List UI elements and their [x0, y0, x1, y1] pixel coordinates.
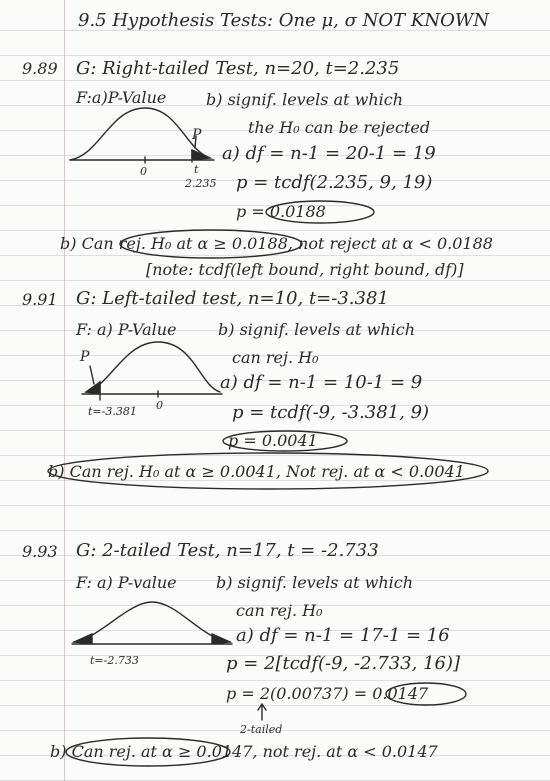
answer-oval [266, 201, 374, 223]
step-p-value: p = 0.0188 [236, 202, 326, 221]
bell-curve-two-tail [72, 602, 232, 644]
conclusion-oval [48, 453, 488, 489]
problem-number: 9.93 [22, 542, 58, 561]
axis-t-value: t=-2.733 [90, 654, 139, 667]
problem-number: 9.89 [22, 59, 58, 78]
axis-t-value: t=-3.381 [88, 405, 137, 418]
tailed-note: 2-tailed [240, 723, 283, 736]
tailed-arrow [258, 704, 266, 720]
page-title: 9.5 Hypothesis Tests: One μ, σ NOT KNOWN [78, 10, 490, 31]
answer-oval [386, 683, 466, 705]
step-p-value: p = 2(0.00737) = 0.0147 [226, 684, 429, 703]
problem-number: 9.91 [22, 290, 58, 309]
tail-label: P [80, 349, 90, 365]
note: [note: tcdf(left bound, right bound, df)] [146, 260, 464, 279]
axis-zero-label: 0 [156, 399, 163, 412]
problem-find-b: b) signif. levels at which [218, 320, 416, 339]
problem-find-b: b) signif. levels at which [216, 573, 414, 592]
conclusion: b) Can rej. H₀ at α ≥ 0.0041, Not rej. at α < 0.0041 [48, 462, 465, 481]
axis-zero-label: 0 [140, 165, 147, 178]
conclusion: b) Can rej. H₀ at α ≥ 0.0188, not reject at α < 0.0188 [60, 234, 493, 253]
axis-t-letter: t [194, 163, 199, 176]
problem-find-a: F: a) P-value [76, 573, 177, 592]
problem-find-b: b) signif. levels at which [206, 90, 404, 109]
problem-given: G: Right-tailed Test, n=20, t=2.235 [76, 58, 400, 79]
step-p-formula: p = tcdf(-9, -3.381, 9) [232, 402, 430, 423]
conclusion-oval [66, 738, 230, 766]
axis-t-value: 2.235 [185, 177, 217, 190]
step-p-formula: p = 2[tcdf(-9, -2.733, 16)] [226, 653, 461, 674]
answer-oval [223, 431, 347, 451]
step-p-formula: p = tcdf(2.235, 9, 19) [236, 172, 433, 193]
problem-find-b-cont: can rej. H₀ [236, 601, 323, 620]
step-p-value: p = 0.0041 [228, 431, 318, 450]
problem-find-a: F:a)P-Value [76, 88, 167, 107]
bell-curve-right-tail [70, 108, 214, 163]
conclusion: b) Can rej. at α ≥ 0.0147, not rej. at α < 0.0147 [50, 742, 438, 761]
step-df: a) df = n-1 = 20-1 = 19 [222, 143, 436, 164]
step-df: a) df = n-1 = 10-1 = 9 [220, 372, 423, 393]
problem-find-a: F: a) P-Value [76, 320, 177, 339]
problem-given: G: 2-tailed Test, n=17, t = -2.733 [76, 540, 379, 561]
problem-find-b-cont: can rej. H₀ [232, 348, 319, 367]
problem-find-b-cont: the H₀ can be rejected [248, 118, 431, 137]
tail-label: P [192, 127, 202, 143]
bell-curve-left-tail [82, 342, 222, 400]
step-df: a) df = n-1 = 17-1 = 16 [236, 625, 450, 646]
problem-given: G: Left-tailed test, n=10, t=-3.381 [76, 288, 389, 309]
conclusion-oval [120, 230, 302, 258]
